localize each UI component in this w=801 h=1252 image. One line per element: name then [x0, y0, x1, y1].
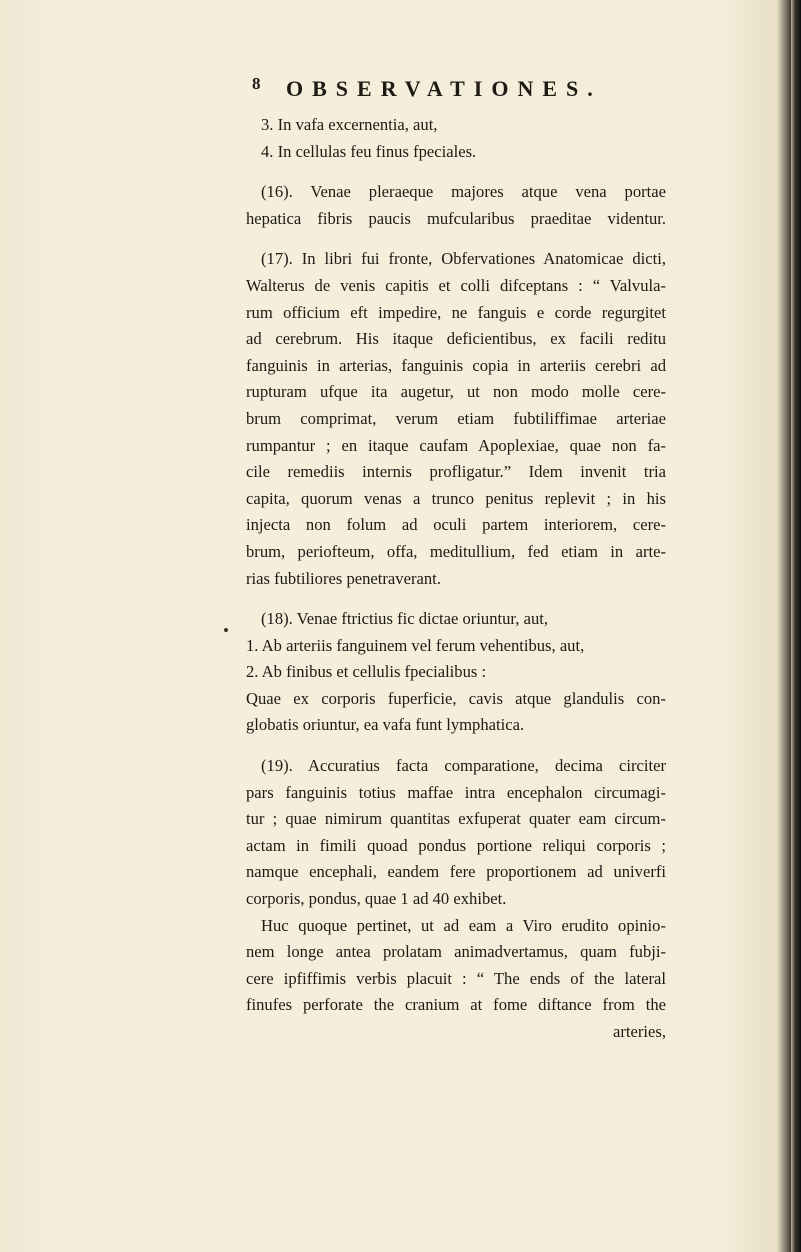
text-line: fanguinis in arterias, fanguinis copia in arteriis cerebri ad — [246, 355, 666, 375]
text-line: finufes perforate the cranium at fome diftance from the — [246, 995, 666, 1015]
book-edge — [791, 0, 801, 1252]
catchword: arteries, — [613, 1022, 666, 1041]
paragraph-19 — [246, 753, 666, 1019]
paragraph-17 — [246, 246, 666, 592]
text-line: rias fubtiliores penetraverant. — [246, 568, 441, 588]
text-line: rum officium eft impedire, ne fanguis e corde regurgitet — [246, 302, 666, 322]
text-line: (17). In libri fui fronte, Obfervationes Anatomicae dicti, — [261, 249, 666, 269]
text-line: Walterus de venis capitis et colli difceptans : “ Valvula- — [246, 275, 666, 295]
list-item-3: 3. In vafa excernentia, aut, — [261, 115, 438, 134]
paragraph-16 — [246, 179, 666, 232]
text-line: cile remediis internis profligatur.” Idem invenit tria — [246, 462, 666, 482]
text-line: actam in fimili quoad pondus portione reliqui corporis ; — [246, 835, 666, 855]
text-line: pars fanguinis totius maffae intra encephalon circumagi- — [246, 782, 666, 802]
text-line: (16). Venae pleraeque majores atque vena portae — [261, 182, 666, 202]
text-line: corporis, pondus, quae 1 ad 40 exhibet. — [246, 889, 507, 909]
text-line: brum comprimat, verum etiam fubtiliffimae arteriae — [246, 408, 666, 428]
text-line: rupturam ufque ita augetur, ut non modo molle cere- — [246, 382, 666, 402]
text-line: Quae ex corporis fuperficie, cavis atque glandulis con- — [246, 688, 666, 708]
text-line: 1. Ab arteriis fanguinem vel ferum vehentibus, aut, — [246, 635, 585, 655]
page-number: 8 — [252, 74, 261, 93]
text-line: globatis oriuntur, ea vafa funt lymphatica. — [246, 715, 525, 735]
text-line: (19). Accuratius facta comparatione, decima circiter — [261, 756, 666, 776]
text-line: namque encephali, eandem fere proportionem ad univerfi — [246, 862, 666, 882]
text-line: tur ; quae nimirum quantitas exfuperat quater eam circum- — [246, 809, 666, 829]
running-title — [250, 76, 670, 102]
text-line: ad cerebrum. His itaque deficientibus, ex facili reditu — [246, 329, 666, 349]
text-line: Huc quoque pertinet, ut ad eam a Viro erudito opinio- — [261, 915, 666, 935]
text-line: cere ipfiffimis verbis placuit : “ The ends of the lateral — [246, 968, 666, 988]
text-line: 2. Ab finibus et cellulis fpecialibus : — [246, 662, 487, 682]
text-line: injecta non folum ad oculi partem interiorem, cere- — [246, 515, 666, 535]
paragraph-18 — [246, 606, 666, 739]
list-item-4: 4. In cellulas feu finus fpeciales. — [261, 141, 477, 161]
text-line: capita, quorum venas a trunco penitus replevit ; in his — [246, 488, 666, 508]
text-body — [246, 112, 666, 1046]
text-line: (18). Venae ftrictius fic dictae oriuntur, aut, — [261, 609, 549, 629]
text-line: hepatica fibris paucis mufcularibus praeditae videntur. — [246, 208, 666, 228]
text-line: rumpantur ; en itaque caufam Apoplexiae, quae non fa- — [246, 435, 666, 455]
text-line: nem longe antea prolatam animadvertamus, quam fubji- — [246, 942, 666, 962]
text-line: brum, periofteum, offa, meditullium, fed etiam in arte- — [246, 541, 666, 561]
running-title-text: OBSERVATIONES. — [286, 76, 602, 101]
ink-speck — [224, 628, 228, 632]
